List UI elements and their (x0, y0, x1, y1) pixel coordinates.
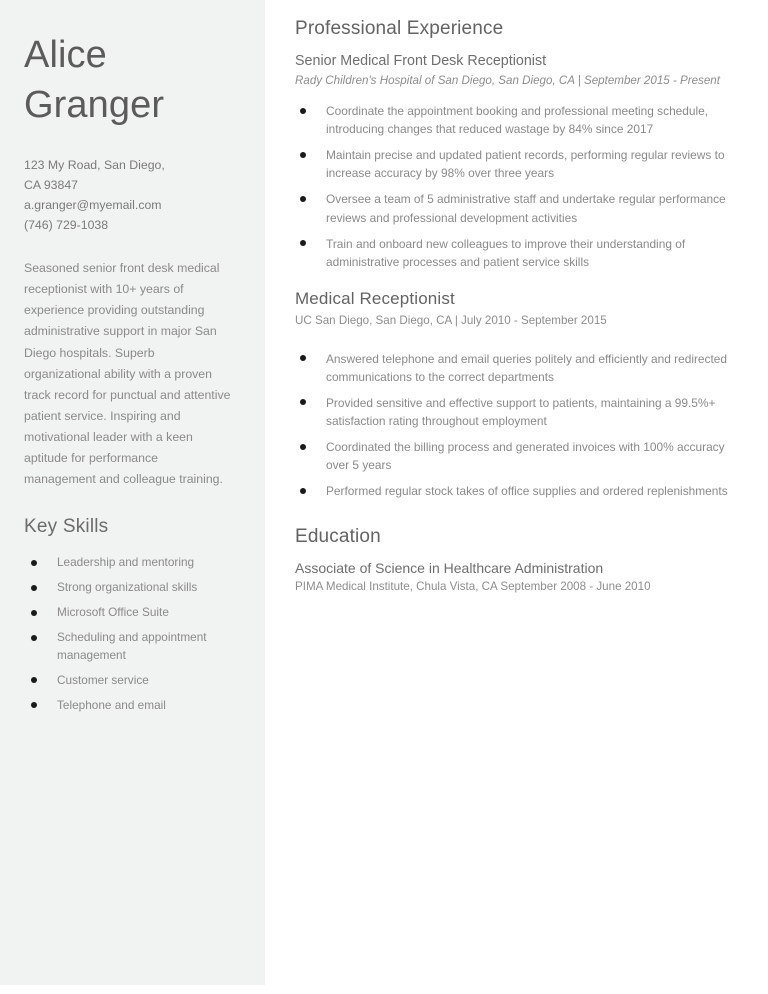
list-item (295, 190, 746, 226)
professional-experience-heading: Professional Experience (295, 18, 504, 39)
bullet-icon (31, 635, 37, 641)
list-item (295, 438, 746, 474)
list-item (24, 554, 237, 572)
job-meta: Rady Children's Hospital of San Diego, San Diego, CA | September 2015 - Present (295, 74, 720, 88)
list-item (295, 482, 746, 500)
key-skills-list (24, 554, 243, 714)
degree-title: Associate of Science in Healthcare Administration (295, 560, 604, 577)
list-item (295, 235, 746, 271)
list-item (24, 697, 237, 715)
contact-phone[interactable]: (746) 729-1038 (24, 218, 109, 233)
responsibility-text: Train and onboard new colleagues to improve their understanding of administrative processes and patient service skills (326, 236, 686, 269)
candidate-name (24, 30, 243, 130)
job-entry (295, 289, 745, 500)
name-last: Granger (24, 84, 165, 127)
bullet-icon (31, 677, 37, 683)
list-item (24, 579, 237, 597)
bullet-icon (31, 585, 37, 591)
responsibility-text: Provided sensitive and effective support to patients, maintaining a 99.5%+ satisfaction rating throughout employment (326, 395, 716, 428)
bullet-icon (300, 152, 306, 158)
responsibility-text: Maintain precise and updated patient records, performing regular reviews to increase accuracy by 98% over three years (326, 148, 725, 181)
job-responsibility-list (295, 350, 745, 501)
name-first: Alice (24, 34, 107, 76)
job-entry (295, 52, 745, 271)
job-title: Medical Receptionist (295, 288, 455, 308)
contact-email[interactable]: a.granger@myemail.com (24, 198, 162, 213)
bullet-icon (300, 196, 306, 202)
skill-label: Telephone and email (57, 697, 166, 712)
skill-label: Scheduling and appointment management (57, 630, 207, 662)
contact-block (24, 156, 243, 236)
bullet-icon (300, 355, 306, 361)
list-item (24, 604, 237, 622)
list-item (24, 672, 237, 690)
skill-label: Customer service (57, 672, 149, 687)
list-item (295, 394, 746, 430)
skill-label: Microsoft Office Suite (57, 605, 169, 620)
bullet-icon (300, 444, 306, 450)
skill-label: Leadership and mentoring (57, 555, 195, 570)
bullet-icon (31, 560, 37, 566)
list-item (295, 350, 746, 386)
bullet-icon (31, 610, 37, 616)
contact-address-line2: CA 93847 (24, 178, 79, 193)
list-item (295, 146, 746, 182)
responsibility-text: Performed regular stock takes of office supplies and ordered replenishments (326, 484, 728, 499)
sidebar (0, 0, 265, 985)
key-skills-heading: Key Skills (24, 516, 109, 538)
list-item (295, 102, 746, 138)
responsibility-text: Coordinated the billing process and generated invoices with 100% accuracy over 5 years (326, 440, 725, 473)
bullet-icon (300, 488, 306, 494)
responsibility-text: Coordinate the appointment booking and professional meeting schedule, introducing changes that reduced wastage by 84% since 2017 (326, 104, 709, 137)
education-heading: Education (295, 526, 381, 548)
bullet-icon (300, 108, 306, 114)
professional-summary: Seasoned senior front desk medical receptionist with 10+ years of experience providing outstanding administrative support in major San Diego hospitals. Superb organizational ability with a proven track record for punctual and attentive patient service. Inspiring and motivational leader with a keen aptitude for performance management and colleague training. (24, 260, 231, 487)
bullet-icon (31, 702, 37, 708)
main-content (295, 0, 745, 596)
contact-address-line1: 123 My Road, San Diego, (24, 158, 165, 173)
job-meta: UC San Diego, San Diego, CA | July 2010 - September 2015 (295, 313, 607, 327)
education-entry (295, 560, 745, 596)
job-title: Senior Medical Front Desk Receptionist (295, 53, 547, 69)
job-responsibility-list (295, 102, 745, 271)
list-item (24, 629, 237, 665)
bullet-icon (300, 240, 306, 246)
responsibility-text: Answered telephone and email queries politely and efficiently and redirected communications to the correct departments (326, 351, 728, 384)
responsibility-text: Oversee a team of 5 administrative staff and undertake regular performance reviews and professional development activities (326, 192, 726, 225)
degree-meta: PIMA Medical Institute, Chula Vista, CA September 2008 - June 2010 (295, 580, 651, 594)
skill-label: Strong organizational skills (57, 580, 198, 595)
bullet-icon (300, 399, 306, 405)
